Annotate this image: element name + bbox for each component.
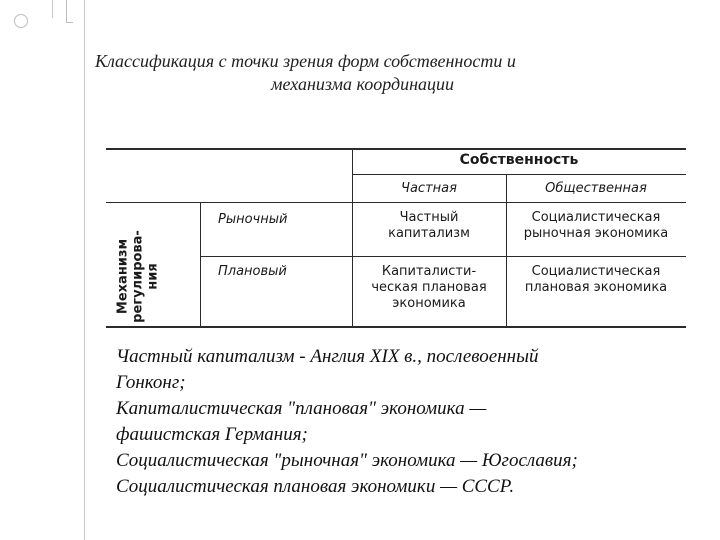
row-label-market: Рыночный — [218, 212, 288, 227]
cell-line: рыночная экономика — [523, 226, 669, 241]
title-line-1: Классификация с точки зрения форм собственности и — [95, 51, 516, 71]
cell-private-planned — [352, 264, 506, 312]
slide-ring-decoration — [14, 14, 28, 28]
slide-corner-decoration — [66, 0, 73, 23]
header-private: Частная — [401, 181, 457, 196]
cell-line: ческая плановая — [371, 280, 487, 295]
examples-line-4: фашистская Германия; — [116, 424, 308, 445]
slide-title — [95, 50, 675, 96]
cell-line: Частный — [399, 210, 459, 225]
row-axis-line-1: Механизм — [115, 238, 131, 315]
cell-public-planned — [506, 264, 686, 296]
title-line-2: механизма координации — [271, 74, 455, 94]
examples-line-5: Социалистическая "рыночная" экономика — Югославия; — [116, 450, 578, 471]
table-header-rule — [352, 174, 686, 175]
examples-line-1: Частный капитализм - Англия XIX в., послевоенный — [116, 346, 539, 367]
table-bottom-rule — [106, 326, 686, 328]
header-ownership: Собственность — [459, 152, 579, 168]
cell-line: экономика — [392, 296, 466, 311]
row-axis-line-3: ния — [145, 263, 161, 290]
examples-line-3: Капиталистическая "плановая" экономика — — [116, 398, 487, 419]
cell-line: Социалистическая — [531, 264, 661, 279]
cell-line: плановая экономика — [524, 280, 668, 295]
cell-line: Социалистическая — [531, 210, 661, 225]
slide-frame-top — [52, 0, 53, 18]
table-divider-label — [200, 202, 201, 326]
table-header-bottom-rule — [106, 202, 686, 203]
cell-line: Капиталисти- — [381, 264, 477, 279]
slide-margin-line — [84, 0, 85, 540]
cell-private-market — [352, 210, 506, 242]
row-axis-line-2: регулирова- — [130, 230, 146, 323]
row-label-planned: Плановый — [218, 264, 287, 279]
cell-public-market — [506, 210, 686, 242]
classification-table — [106, 144, 686, 330]
table-top-rule — [106, 148, 686, 150]
examples-text — [116, 344, 711, 500]
row-axis-label — [115, 204, 161, 324]
header-public: Общественная — [545, 181, 647, 196]
cell-line: капитализм — [388, 226, 470, 241]
table-row-separator — [200, 256, 686, 257]
examples-line-2: Гонконг; — [116, 372, 186, 393]
examples-line-6: Социалистическая плановая экономики — СССР. — [116, 476, 515, 497]
